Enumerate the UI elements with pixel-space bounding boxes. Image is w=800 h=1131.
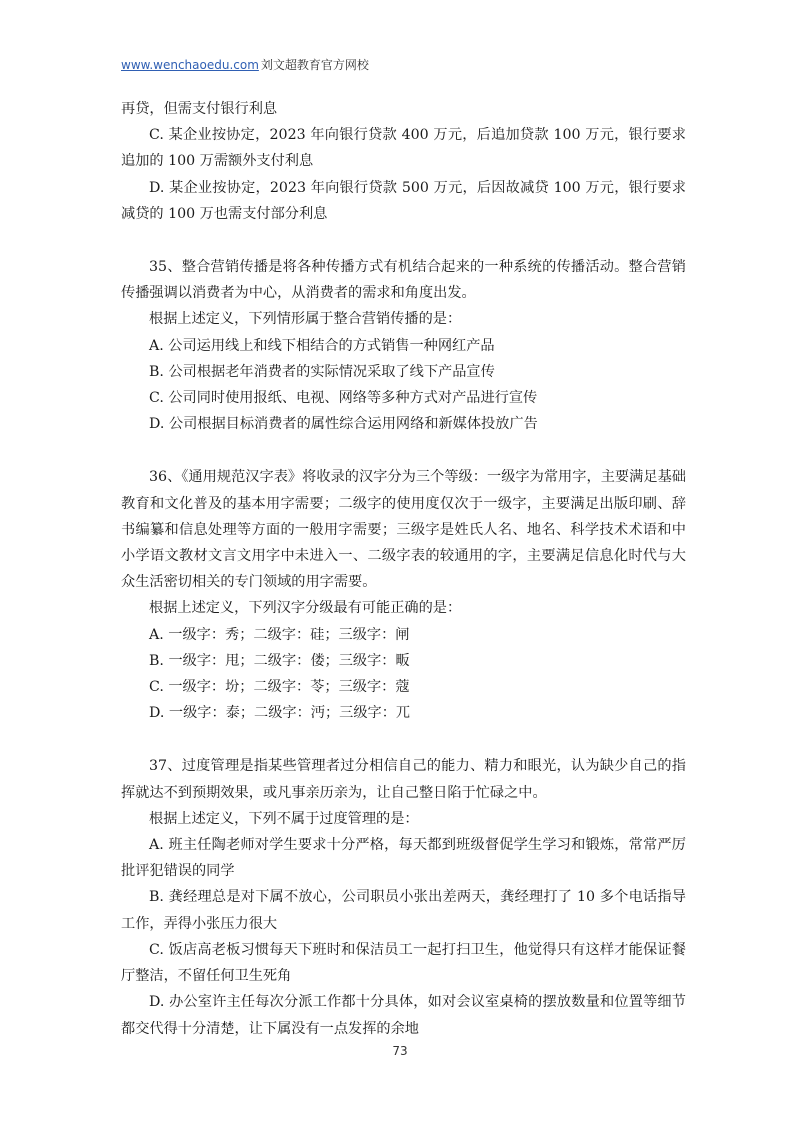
page-header [121, 56, 369, 73]
question-35-ask: 根据上述定义，下列情形属于整合营销传播的是： [149, 311, 462, 328]
prev-option-c: C. 某企业按协定，2023 年向银行贷款 400 万元，后追加贷款 100 万元，银行要求追加的 100 万需额外支付利息 [121, 127, 686, 170]
question-37-option-d: D. 办公室许主任每次分派工作都十分具体，如对会议室桌椅的摆放数量和位置等细节都交代得十分清楚，让下属没有一点发挥的余地 [121, 994, 686, 1037]
page-number: 73 [392, 1044, 408, 1058]
question-35-option-a: A. 公司运用线上和线下相结合的方式销售一种网红产品 [149, 337, 495, 354]
question-36-stem: 36、《通用规范汉字表》将收录的汉字分为三个等级：一级字为常用字，主要满足基础教育和文化普及的基本用字需要；二级字的使用度仅次于一级字，主要满足出版印刷、辞书编纂和信息处理等方面的一般用字需要；三级字是姓氏人名、地名、科学技术术语和中小学语文教材文言文用字中未进入一、二级字表的较通用的字，主要满足信息化时代与大众生活密切相关的专门领域的用字需要。 [121, 469, 686, 591]
question-37-stem: 37、过度管理是指某些管理者过分相信自己的能力、精力和眼光，认为缺少自己的指挥就达不到预期效果，或凡事亲历亲为，让自己整日陷于忙碌之中。 [121, 758, 686, 801]
question-36-option-b: B. 一级字：甩；二级字：偻；三级字：畈 [149, 652, 410, 669]
website-link[interactable]: www.wenchaoedu.com [121, 58, 259, 72]
question-37-option-b: B. 龚经理总是对下属不放心，公司职员小张出差两天，龚经理打了 10 多个电话指导工作，弄得小张压力很大 [121, 889, 686, 932]
question-36-option-d: D. 一级字：泰；二级字：沔；三级字：兀 [149, 705, 411, 722]
document-body [121, 96, 686, 1042]
question-35-option-b: B. 公司根据老年消费者的实际情况采取了线下产品宣传 [149, 363, 495, 380]
question-37-ask: 根据上述定义，下列不属于过度管理的是： [149, 810, 419, 827]
question-36-option-c: C. 一级字：坋；二级字：苓；三级字：蔻 [149, 679, 410, 696]
question-35-option-d: D. 公司根据目标消费者的属性综合运用网络和新媒体投放广告 [149, 416, 538, 433]
question-37-option-c: C. 饭店高老板习惯每天下班时和保洁员工一起打扫卫生，他觉得只有这样才能保证餐厅整洁，不留任何卫生死角 [121, 941, 686, 985]
prev-option-d: D. 某企业按协定，2023 年向银行贷款 500 万元，后因故减贷 100 万元，银行要求减贷的 100 万也需支付部分利息 [121, 179, 686, 222]
prev-question-continuation: 再贷，但需支付银行利息 [121, 101, 278, 117]
question-37-option-a: A. 班主任陶老师对学生要求十分严格，每天都到班级督促学生学习和锻炼，常常严厉批评犯错误的同学 [121, 837, 686, 880]
question-36-option-a: A. 一级字：秀；二级字：硅；三级字：闸 [149, 626, 410, 643]
question-35-option-c: C. 公司同时使用报纸、电视、网络等多种方式对产品进行宣传 [149, 390, 538, 407]
question-35-stem: 35、整合营销传播是将各种传播方式有机结合起来的一种系统的传播活动。整合营销传播强调以消费者为中心，从消费者的需求和角度出发。 [121, 259, 686, 302]
question-36-ask: 根据上述定义，下列汉字分级最有可能正确的是： [149, 600, 462, 617]
school-name: 刘文超教育官方网校 [260, 58, 369, 72]
